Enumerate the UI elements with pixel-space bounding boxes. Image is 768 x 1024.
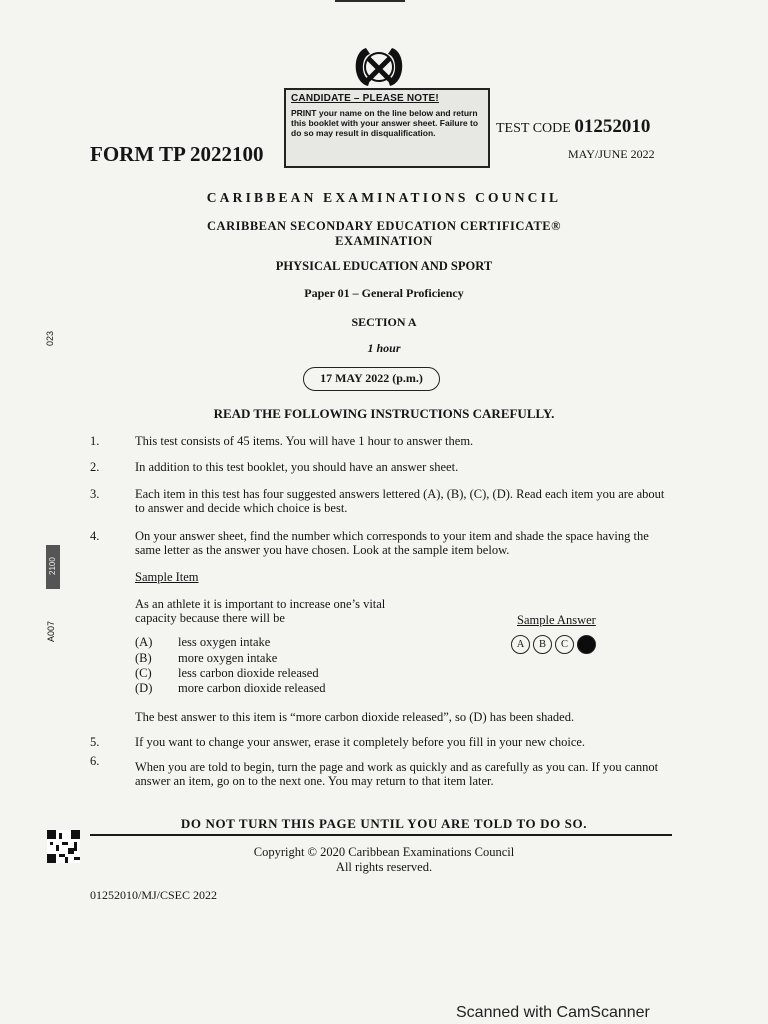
certificate-title	[0, 219, 768, 249]
council-name: CARIBBEAN EXAMINATIONS COUNCIL	[206, 190, 562, 205]
instruction-number: 6.	[90, 754, 100, 768]
instruction-text: On your answer sheet, find the number which corresponds to your item and shade the space having the same letter as the answer you have chosen. Look at the sample item below.	[135, 529, 649, 557]
subject-title: PHYSICAL EDUCATION AND SPORT	[275, 259, 493, 273]
cxc-logo	[346, 44, 412, 90]
option-letter: (A)	[135, 635, 153, 649]
notice-body: PRINT your name on the line below and return this booklet with your answer sheet. Failure to do so may result in disqualification.	[291, 108, 479, 138]
option-text: more oxygen intake	[178, 651, 278, 665]
side-label-bottom: A007	[46, 620, 56, 642]
sample-answer-label: Sample Answer	[517, 613, 596, 627]
answer-bubble-d-shaded	[577, 635, 596, 654]
option-text: more carbon dioxide released	[178, 681, 326, 695]
notice-title: CANDIDATE – PLEASE NOTE!	[291, 93, 439, 104]
instruction-number: 4.	[90, 529, 100, 543]
sample-item-title: Sample Item	[135, 570, 199, 584]
exam-duration: 1 hour	[367, 341, 401, 355]
certificate-line-1: CARIBBEAN SECONDARY EDUCATION CERTIFICATE®	[207, 219, 561, 233]
qr-code-icon	[47, 830, 80, 863]
sample-answer-bubbles	[511, 635, 596, 654]
copyright-line-1: Copyright © 2020 Caribbean Examinations Council	[253, 845, 515, 859]
exam-date: 17 MAY 2022 (p.m.)	[303, 367, 440, 391]
side-tab	[46, 545, 60, 589]
instruction-text: If you want to change your answer, erase it completely before you fill in your new choice.	[135, 735, 586, 749]
do-not-turn-warning: DO NOT TURN THIS PAGE UNTIL YOU ARE TOLD TO DO SO.	[180, 816, 588, 831]
paper-title: Paper 01 – General Proficiency	[304, 286, 464, 300]
test-code-value: 01252010	[574, 116, 651, 137]
instruction-text: When you are told to begin, turn the page and work as quickly and as carefully as you can. If you cannot answer an item, go on to the next one. You may return to that item later.	[135, 760, 659, 788]
instruction-text: This test consists of 45 items. You will have 1 hour to answer them.	[135, 434, 474, 448]
option-text: less carbon dioxide released	[178, 666, 319, 680]
option-letter: (B)	[135, 651, 152, 665]
side-tab-label: 2100	[48, 557, 57, 575]
option-letter: (C)	[135, 666, 152, 680]
test-code-label: TEST CODE	[496, 121, 571, 136]
copyright-line-2: All rights reserved.	[335, 860, 433, 874]
instruction-number: 1.	[90, 434, 100, 448]
instruction-number: 3.	[90, 487, 100, 501]
copyright	[0, 845, 768, 875]
instruction-number: 2.	[90, 460, 100, 474]
answer-bubble-c: C	[555, 635, 574, 654]
certificate-line-2: EXAMINATION	[335, 234, 433, 248]
side-label-top: 023	[45, 330, 55, 346]
instruction-number: 5.	[90, 735, 100, 749]
scanner-watermark: Scanned with CamScanner	[456, 1004, 650, 1021]
instruction-text: Each item in this test has four suggested answers lettered (A), (B), (C), (D). Read each item you are about to answer and decide which choice is best.	[135, 487, 665, 515]
paper-footer-code: 01252010/MJ/CSEC 2022	[90, 888, 218, 902]
best-answer-explanation: The best answer to this item is “more carbon dioxide released”, so (D) has been shaded.	[135, 710, 575, 724]
answer-bubble-a: A	[511, 635, 530, 654]
sample-question: As an athlete it is important to increase one’s vital capacity because there will be	[135, 597, 386, 625]
top-edge-line	[335, 0, 405, 2]
answer-bubble-b: B	[533, 635, 552, 654]
footer-rule	[90, 834, 672, 836]
section-title: SECTION A	[351, 315, 417, 329]
test-code	[496, 116, 650, 138]
instructions-heading: READ THE FOLLOWING INSTRUCTIONS CAREFULLY.	[213, 406, 555, 421]
option-letter: (D)	[135, 681, 153, 695]
candidate-notice-box	[284, 88, 490, 168]
option-text: less oxygen intake	[178, 635, 271, 649]
exam-session: MAY/JUNE 2022	[568, 147, 655, 161]
instruction-text: In addition to this test booklet, you should have an answer sheet.	[135, 460, 459, 474]
form-number: FORM TP 2022100	[90, 142, 264, 166]
